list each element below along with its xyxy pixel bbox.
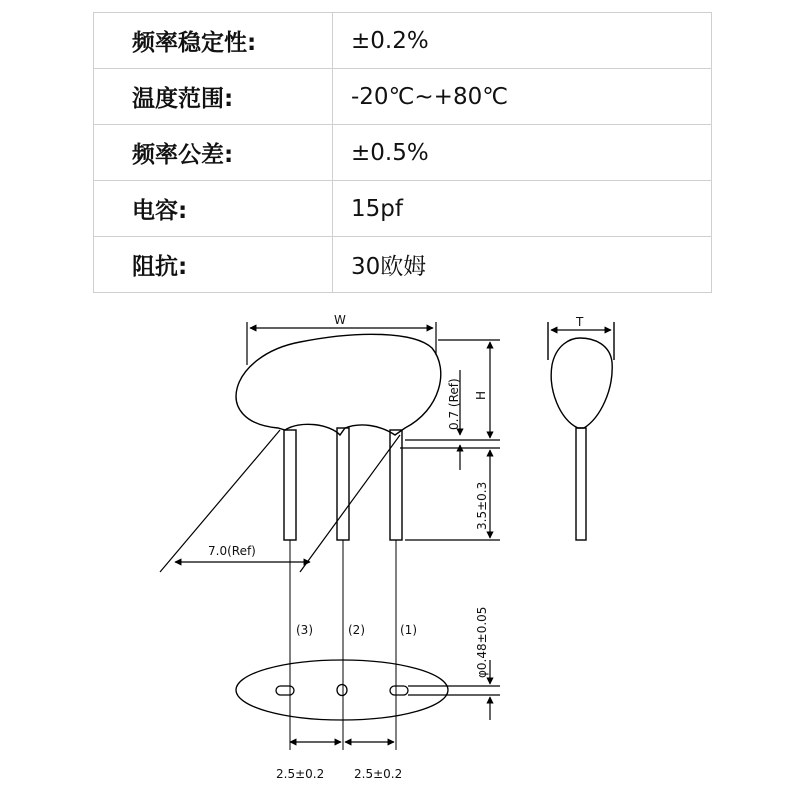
spec-value: 15pf xyxy=(333,181,712,237)
lead-offset-label: 0.7 (Ref) xyxy=(447,378,461,430)
bottom-pad-2 xyxy=(337,685,347,696)
width-dimension xyxy=(247,322,436,365)
spec-row xyxy=(94,125,712,181)
lead-diameter-label: φ0.48±0.05 xyxy=(475,606,489,678)
spec-value: ±0.2% xyxy=(333,13,712,69)
spec-value: ±0.5% xyxy=(333,125,712,181)
spec-label: 频率稳定性: xyxy=(94,13,333,69)
spec-value: -20℃~+80℃ xyxy=(333,69,712,125)
lead-2 xyxy=(337,428,349,540)
spec-label: 温度范围: xyxy=(94,69,333,125)
lead-3 xyxy=(284,430,296,540)
bottom-pad-3 xyxy=(276,686,294,695)
front-view xyxy=(236,334,441,540)
side-body xyxy=(551,338,612,428)
spec-value: 30欧姆 xyxy=(333,237,712,293)
thickness-label: T xyxy=(576,315,584,329)
spec-row xyxy=(94,181,712,237)
component-body xyxy=(236,334,441,435)
spec-row xyxy=(94,13,712,69)
side-view xyxy=(548,322,614,540)
bottom-outline xyxy=(236,660,448,720)
pitch-label-right: 2.5±0.2 xyxy=(354,767,403,781)
pin-label-3: (3) xyxy=(296,623,313,637)
height-label: H xyxy=(474,390,488,400)
spec-row xyxy=(94,237,712,293)
spec-table xyxy=(93,12,712,293)
pin-label-2: (2) xyxy=(348,623,365,637)
pin-label-1: (1) xyxy=(400,623,417,637)
resonator-drawing xyxy=(0,300,800,800)
spec-row xyxy=(94,69,712,125)
spec-label: 频率公差: xyxy=(94,125,333,181)
lead-length-label: 3.5±0.3 xyxy=(475,481,489,530)
diagonal-label: 7.0(Ref) xyxy=(208,544,256,558)
side-lead xyxy=(576,428,586,540)
bottom-view xyxy=(236,660,448,720)
pitch-label-left: 2.5±0.2 xyxy=(276,767,325,781)
bottom-pad-1 xyxy=(390,686,408,695)
spec-label: 电容: xyxy=(94,181,333,237)
spec-label: 阻抗: xyxy=(94,237,333,293)
width-label: W xyxy=(334,313,346,327)
diagonal-dimension xyxy=(160,430,400,572)
